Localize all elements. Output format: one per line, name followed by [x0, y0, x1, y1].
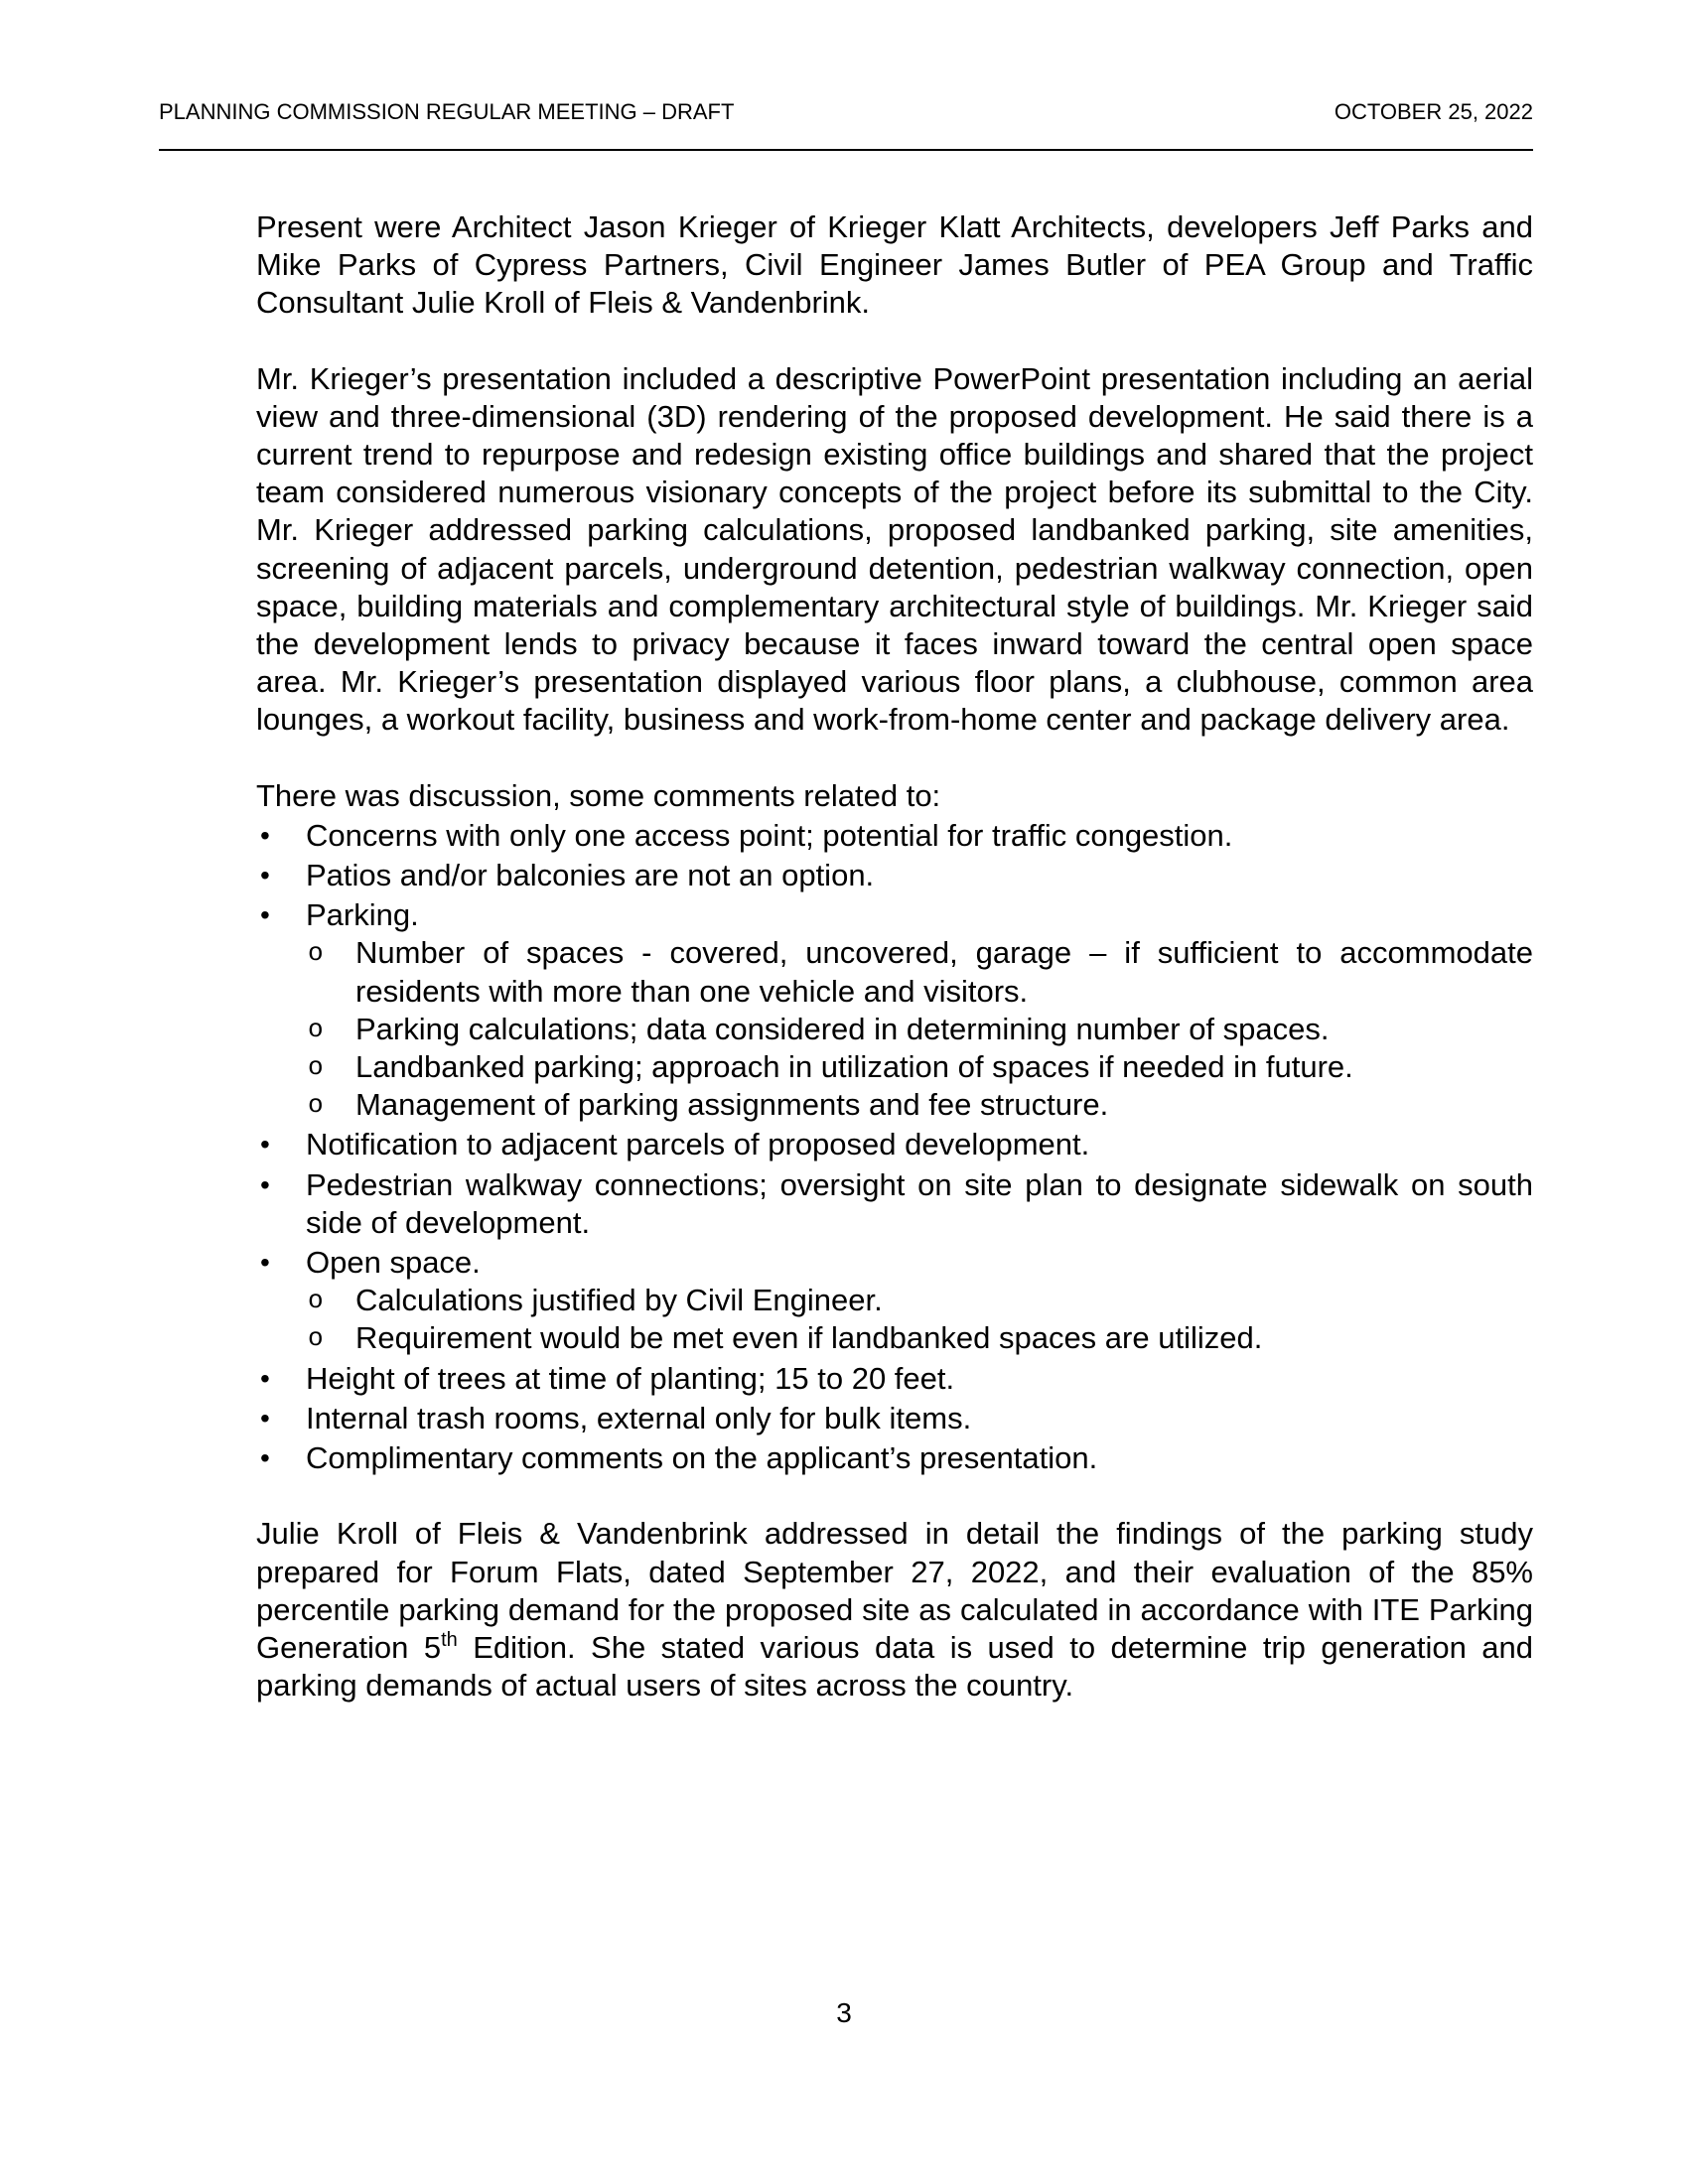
page-header — [159, 97, 1533, 127]
sub-list-item-text: Management of parking assignments and fee structure. — [355, 1087, 1109, 1123]
list-item — [256, 857, 1533, 894]
page-number: 3 — [836, 1997, 852, 2028]
sub-list-item-text: Requirement would be met even if landbanked spaces are utilized. — [355, 1320, 1263, 1356]
header-divider — [159, 149, 1533, 151]
list-item-text: Notification to adjacent parcels of proposed development. — [306, 1127, 1090, 1162]
paragraph-attendees: Present were Architect Jason Krieger of Krieger Klatt Architects, developers Jeff Parks and Mike Parks of Cypress Partners, Civil Engineer James Butler of PEA Group and Traffic Consultant Julie Kroll of Fleis & Vandenbrink. — [256, 209, 1533, 321]
sub-list-item — [306, 1086, 1533, 1124]
ordinal-suffix: th — [441, 1628, 458, 1651]
list-item-text: Patios and/or balconies are not an option. — [306, 858, 875, 893]
sub-bullet-marker: o — [308, 1090, 324, 1121]
sub-list-item — [306, 934, 1533, 1010]
sub-bullet-marker: o — [308, 1014, 324, 1044]
sub-bullet-marker: o — [308, 1323, 324, 1354]
header-date: OCTOBER 25, 2022 — [1334, 99, 1533, 124]
list-item — [256, 1360, 1533, 1398]
parking-study-text-part2: Edition. She stated various data is used to determine trip generation and parking demands of actual users of sites across the country. — [256, 1629, 1534, 1704]
paragraph-parking-study — [256, 1515, 1533, 1705]
document-body — [256, 208, 1533, 1742]
list-item — [256, 1244, 1533, 1358]
bullet-marker: • — [260, 899, 270, 931]
list-item — [256, 1400, 1533, 1437]
list-item-text: Height of trees at time of planting; 15 to 20 feet. — [306, 1360, 955, 1396]
bullet-marker: • — [260, 1247, 270, 1279]
parking-study-text-part1: Julie Kroll of Fleis & Vandenbrink addressed in detail the findings of the parking study prepared for Forum Flats, dated September 27, 2022, and their evaluation of the 85% percentile parking demand for the proposed site as calculated in accordance with ITE Parking Generation 5 — [256, 1516, 1533, 1665]
sub-list-item — [306, 1282, 1533, 1319]
bullet-marker: • — [260, 1442, 270, 1474]
sub-bullet-marker: o — [308, 938, 324, 969]
bullet-marker: • — [260, 819, 270, 851]
sub-list-item-text: Parking calculations; data considered in determining number of spaces. — [355, 1011, 1330, 1046]
sub-list-item — [306, 1011, 1533, 1048]
list-item — [256, 1126, 1533, 1163]
discussion-list — [256, 817, 1533, 1477]
bullet-marker: • — [260, 860, 270, 891]
bullet-marker: • — [260, 1129, 270, 1160]
list-item-text: Pedestrian walkway connections; oversight on site plan to designate sidewalk on south side of development. — [306, 1166, 1533, 1240]
sub-list-item-text: Landbanked parking; approach in utilization of spaces if needed in future. — [355, 1049, 1353, 1085]
list-item-text: Concerns with only one access point; potential for traffic congestion. — [306, 817, 1233, 853]
list-item-text: Open space. — [306, 1245, 481, 1281]
bullet-marker: • — [260, 1402, 270, 1433]
sub-list-item — [306, 1319, 1533, 1357]
sub-bullet-marker: o — [308, 1052, 324, 1083]
sub-bullet-marker: o — [308, 1286, 324, 1316]
paragraph-discussion-intro: There was discussion, some comments related to: — [256, 777, 941, 813]
paragraph-presentation: Mr. Krieger’s presentation included a descriptive PowerPoint presentation including an aerial view and three-dimensional (3D) rendering of the proposed development. He said there is a current trend to repurpose and redesign existing office buildings and shared that the project team considered numerous visionary concepts of the project before its submittal to the City. Mr. Krieger addressed parking calculations, proposed landbanked parking, site amenities, screening of adjacent parcels, underground detention, pedestrian walkway connection, open space, building materials and complementary architectural style of buildings. Mr. Krieger said the development lends to privacy because it faces inward toward the central open space area. Mr. Krieger’s presentation displayed various floor plans, a clubhouse, common area lounges, a workout facility, business and work-from-home center and package delivery area. — [256, 360, 1533, 738]
sub-list-item — [306, 1048, 1533, 1086]
list-item-text: Complimentary comments on the applicant’s presentation. — [306, 1440, 1098, 1476]
open-space-sublist — [306, 1282, 1533, 1357]
list-item — [256, 1166, 1533, 1242]
list-item — [256, 817, 1533, 855]
bullet-marker: • — [260, 1168, 270, 1200]
header-meeting-title: PLANNING COMMISSION REGULAR MEETING – DRAFT — [159, 99, 735, 124]
list-item-text: Internal trash rooms, external only for bulk items. — [306, 1400, 972, 1435]
sub-list-item-text: Calculations justified by Civil Engineer. — [355, 1283, 883, 1318]
bullet-marker: • — [260, 1362, 270, 1394]
list-item-text: Parking. — [306, 897, 419, 933]
parking-sublist — [306, 934, 1533, 1124]
list-item — [256, 896, 1533, 1124]
list-item — [256, 1439, 1533, 1477]
sub-list-item-text: Number of spaces - covered, uncovered, garage – if sufficient to accommodate residents with more than one vehicle and visitors. — [355, 935, 1533, 1009]
